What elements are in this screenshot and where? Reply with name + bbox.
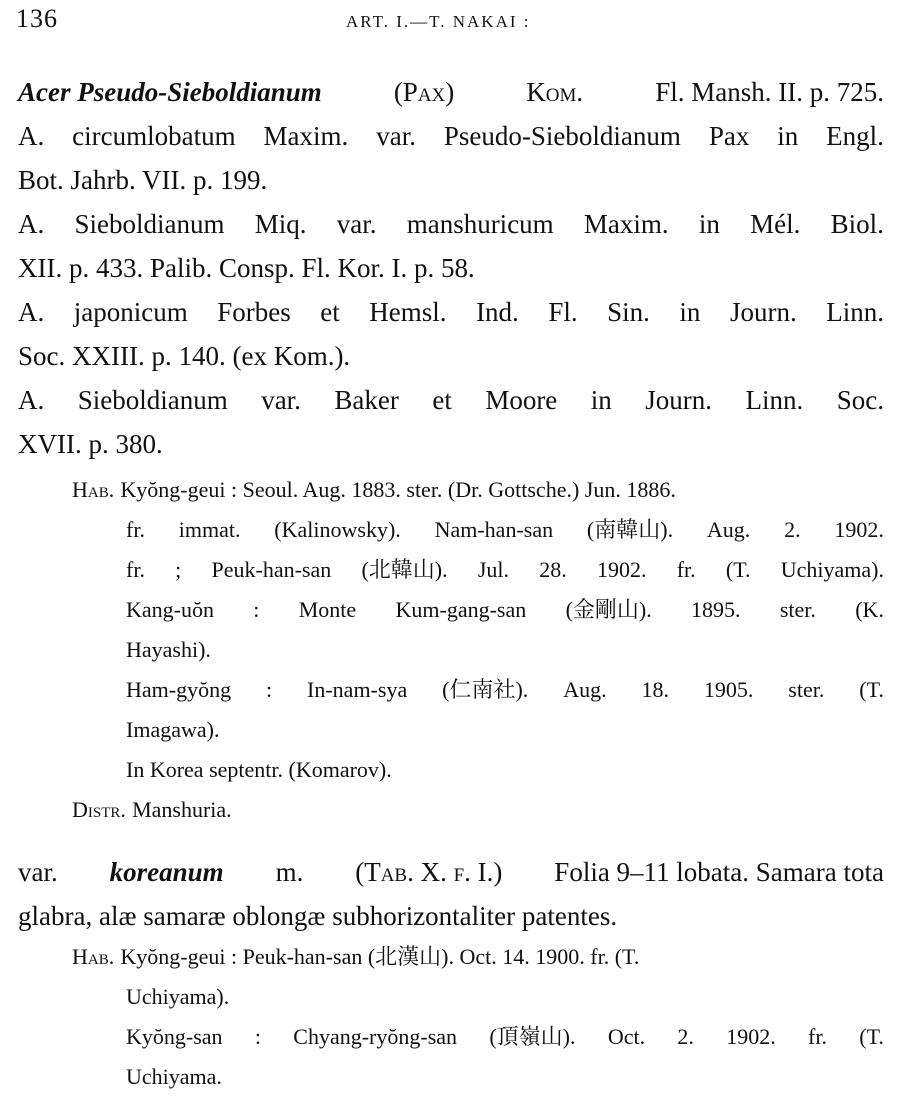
synonym-line: A. Sieboldianum Miq. var. manshuricum Maxim. in Mél. Biol. bbox=[18, 209, 884, 239]
habitat-line: Uchiyama. bbox=[126, 1064, 222, 1089]
species-name: Acer Pseudo-Sieboldianum bbox=[18, 77, 322, 107]
habitat-line: Hayashi). bbox=[126, 637, 211, 662]
running-head-title: ART. I.—T. NAKAI : bbox=[346, 12, 531, 31]
habitat-label: Hab. bbox=[72, 477, 115, 502]
synonym-line: A. japonicum Forbes et Hemsl. Ind. Fl. Sin. in Journ. Linn. bbox=[18, 297, 884, 327]
synonym-line: Soc. XXIII. p. 140. (ex Kom.). bbox=[18, 341, 351, 371]
variety-tab: (Tab. X. f. I.) bbox=[355, 857, 503, 887]
habitat-line: fr. ; Peuk-han-san (北韓山). Jul. 28. 1902. fr. (T. Uchiyama). bbox=[126, 557, 884, 582]
habitat-line: Ham-gyŏng : In-nam-sya (仁南社). Aug. 18. 1905. ster. (T. bbox=[126, 677, 884, 702]
synonym-line: XVII. p. 380. bbox=[18, 429, 163, 459]
species-heading-line bbox=[18, 70, 884, 114]
species-authority-pax: (Pax) bbox=[393, 77, 455, 107]
habitat-block bbox=[72, 470, 884, 830]
habitat-block bbox=[72, 937, 884, 1097]
habitat-line: Kyŏng-san : Chyang-ryŏng-san (頂嶺山). Oct. 2. 1902. fr. (T. bbox=[126, 1024, 884, 1049]
species-authority-kom: Kom. bbox=[526, 77, 584, 107]
distribution-line bbox=[72, 790, 884, 830]
variety-description: Folia 9–11 lobata. Samara tota bbox=[554, 857, 884, 887]
habitat-line: Kang-uŏn : Monte Kum-gang-san (金剛山). 1895. ster. (K. bbox=[126, 597, 884, 622]
synonym-line: Bot. Jahrb. VII. p. 199. bbox=[18, 165, 268, 195]
habitat-line: In Korea septentr. (Komarov). bbox=[126, 757, 392, 782]
habitat-first-line bbox=[72, 470, 884, 510]
page-number: 136 bbox=[16, 4, 58, 33]
habitat-line: Imagawa). bbox=[126, 717, 220, 742]
variety-prefix: var. bbox=[18, 857, 58, 887]
habitat-line: fr. immat. (Kalinowsky). Nam-han-san (南韓山). Aug. 2. 1902. bbox=[126, 517, 884, 542]
variety-author: m. bbox=[275, 857, 304, 887]
synonym-line: A. Sieboldianum var. Baker et Moore in Journ. Linn. Soc. bbox=[18, 385, 884, 415]
habitat-label: Hab. bbox=[72, 944, 115, 969]
variety-heading-line bbox=[18, 850, 884, 894]
variety-entry bbox=[18, 850, 884, 938]
habitat-text: Kyŏng-geui : Seoul. Aug. 1883. ster. (Dr. Gottsche.) Jun. 1886. bbox=[120, 477, 676, 502]
habitat-first-line bbox=[72, 937, 884, 977]
distribution-value: Manshuria. bbox=[132, 797, 232, 822]
species-reference: Fl. Mansh. II. p. 725. bbox=[655, 77, 884, 107]
distribution-label: Distr. bbox=[72, 797, 126, 822]
species-entry bbox=[18, 70, 884, 466]
variety-description-line: glabra, alæ samaræ oblongæ subhorizontaliter patentes. bbox=[18, 901, 618, 931]
variety-name: koreanum bbox=[109, 857, 224, 887]
synonym-line: XII. p. 433. Palib. Consp. Fl. Kor. I. p. 58. bbox=[18, 253, 475, 283]
synonym-line: A. circumlobatum Maxim. var. Pseudo-Sieboldianum Pax in Engl. bbox=[18, 121, 884, 151]
habitat-line: Uchiyama). bbox=[126, 984, 230, 1009]
running-head bbox=[14, 4, 886, 38]
habitat-text: Kyŏng-geui : Peuk-han-san (北漢山). Oct. 14. 1900. fr. (T. bbox=[120, 944, 640, 969]
